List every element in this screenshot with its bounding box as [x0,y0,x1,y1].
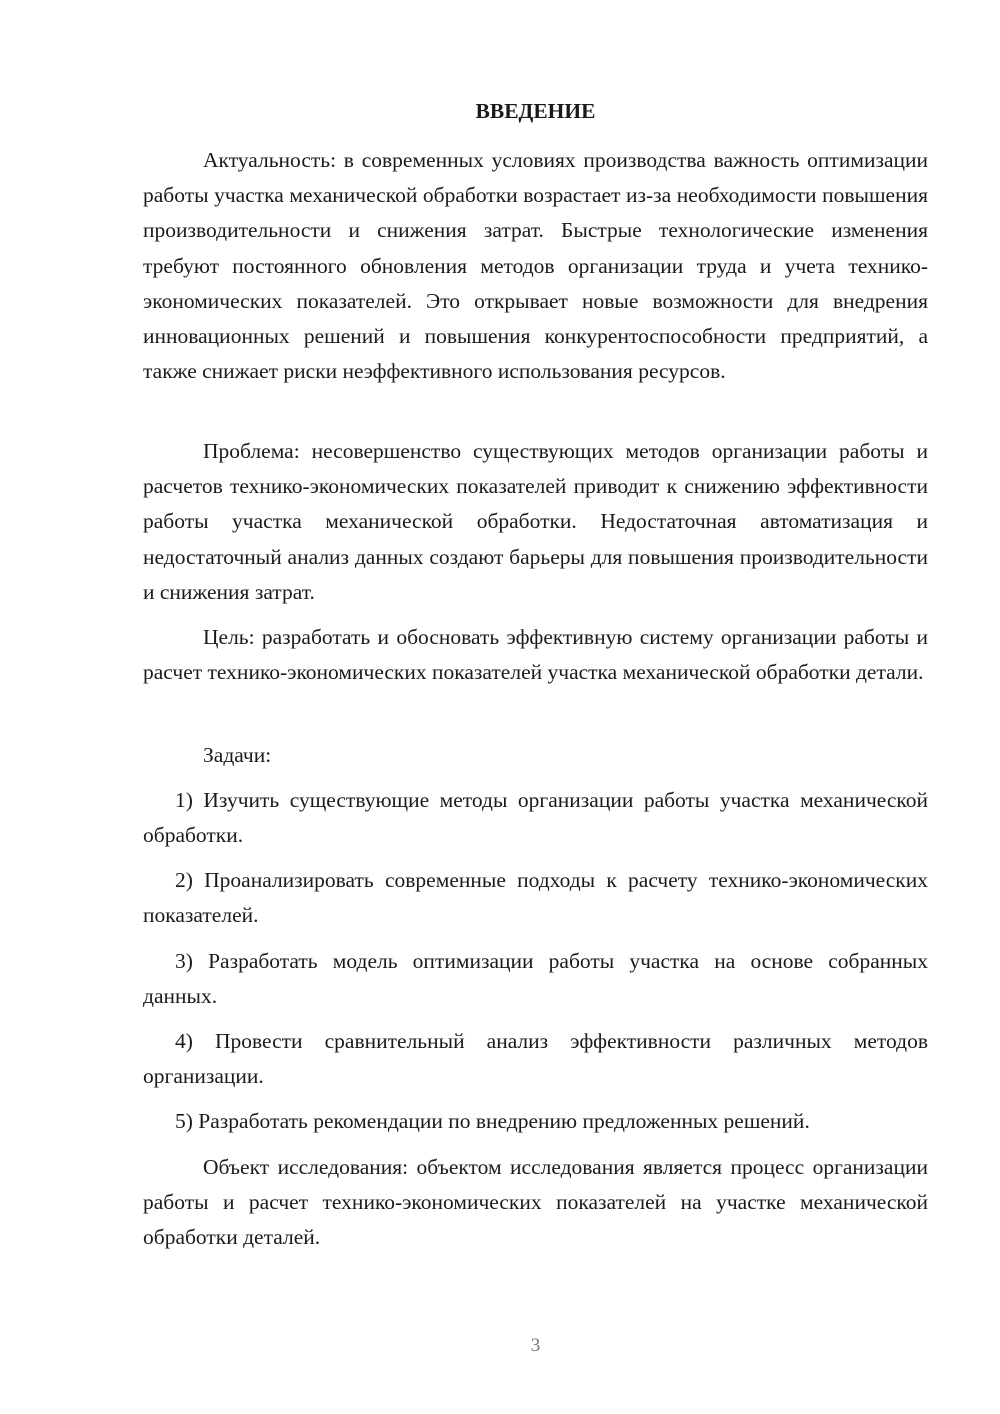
object-paragraph: Объект исследования: объектом исследования является процесс организации работы и расчет технико-экономических показателей на участке механической обработки деталей. [143,1155,928,1250]
relevance-paragraph: Актуальность: в современных условиях производства важность оптимизации работы участка механической обработки возрастает из-за необходимости повышения производительности и снижения затрат. Быстрые технологические изменения требуют постоянного обновления методов организации труда и учета технико-экономических показателей. Это открывает новые возможности для внедрения инновационных решений и повышения конкурентоспособности предприятий, а также снижает риски неэффективного использования ресурсов. [143,148,928,384]
task-item-2: 2) Проанализировать современные подходы к расчету технико-экономических показателей. [143,868,928,928]
task-item-4: 4) Провести сравнительный анализ эффективности различных методов организации. [143,1029,928,1089]
problem-paragraph: Проблема: несовершенство существующих методов организации работы и расчетов технико-экономических показателей приводит к снижению эффективности работы участка механической обработки. Недостаточная автоматизация и недостаточный анализ данных создают барьеры для повышения производительности и снижения затрат. [143,439,928,604]
task-item-1: 1) Изучить существующие методы организации работы участка механической обработки. [143,788,928,848]
page-number: 3 [530,1335,541,1356]
task-item-5: 5) Разработать рекомендации по внедрению предложенных решений. [175,1109,810,1133]
task-item-3: 3) Разработать модель оптимизации работы участка на основе собранных данных. [143,949,928,1009]
goal-paragraph: Цель: разработать и обосновать эффективную систему организации работы и расчет технико-экономических показателей участка механической обработки детали. [143,625,928,685]
section-heading: ВВЕДЕНИЕ [475,99,596,123]
tasks-label: Задачи: [203,743,272,767]
